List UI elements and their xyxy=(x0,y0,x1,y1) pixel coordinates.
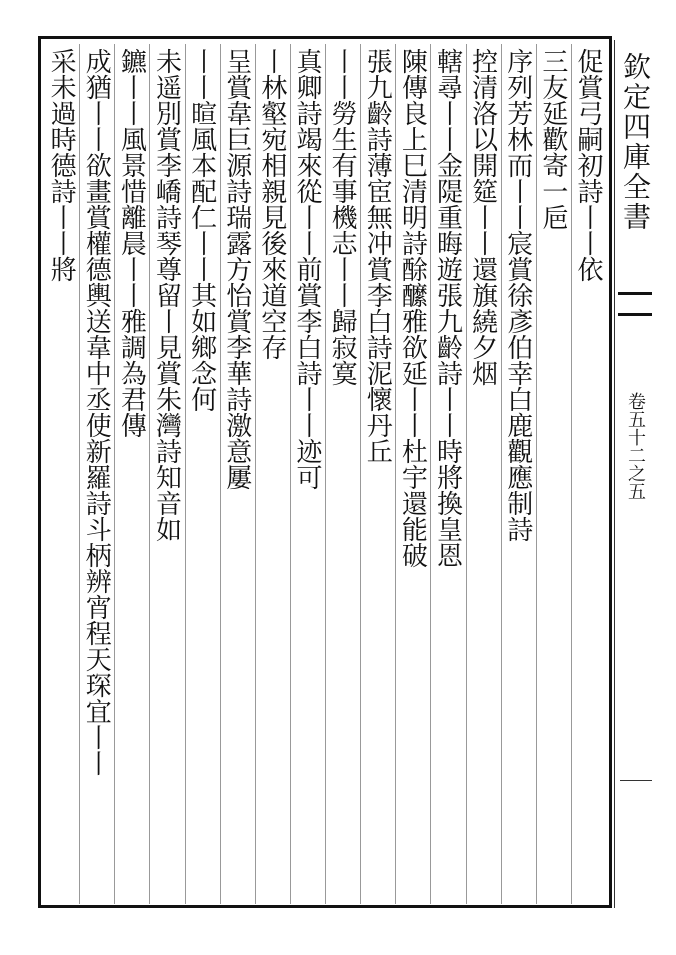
text-column: 序列芳林而丨丨宸賞徐彥伯幸白鹿觀應制詩 xyxy=(501,44,536,904)
book-header: 欽定四庫全書 xyxy=(619,52,652,232)
text-columns xyxy=(44,44,606,904)
chapter-label: 卷五十二之五 xyxy=(625,392,646,500)
text-column: 張九齡詩薄宦無冲賞李白詩泥懷丹丘 xyxy=(360,44,395,904)
text-column: 成猶丨丨欲畫賞權德輿送韋中丞使新羅詩斗柄辨宵程天琛宜丨丨 xyxy=(79,44,114,904)
text-column: 轄尋丨丨金隄重晦遊張九齡詩丨丨時將換皇恩 xyxy=(430,44,465,904)
text-column: 未遥別賞李嶠詩琴尊留丨見賞朱灣詩知音如 xyxy=(149,44,184,904)
text-column: 丨丨勞生有事機志丨丨歸寂寞 xyxy=(325,44,360,904)
text-column: 丨丨暄風本配仁丨丨其如鄉念何 xyxy=(185,44,220,904)
text-column: 三友延歡寄一巵 xyxy=(536,44,571,904)
text-column: 真卿詩竭來從丨丨前賞李白詩丨丨迹可 xyxy=(290,44,325,904)
text-column: 丨林壑宛相親見後來道空存 xyxy=(255,44,290,904)
text-column: 促賞弓嗣初詩丨丨依 xyxy=(571,44,606,904)
text-column: 鑣丨丨風景惜離晨丨丨雅調為君傳 xyxy=(114,44,149,904)
text-column: 陳傳良上巳清明詩酴醿雅欲延丨丨杜宇還能破 xyxy=(395,44,430,904)
text-column: 采未過時德詩丨丨將 xyxy=(46,48,77,282)
text-column: 控清洛以開筵丨丨還旗繞夕烟 xyxy=(466,44,501,904)
text-column: 呈賞韋巨源詩瑞露方怡賞李華詩激意屢 xyxy=(220,44,255,904)
margin-rule xyxy=(620,780,652,781)
fishtail-mark xyxy=(618,292,652,316)
